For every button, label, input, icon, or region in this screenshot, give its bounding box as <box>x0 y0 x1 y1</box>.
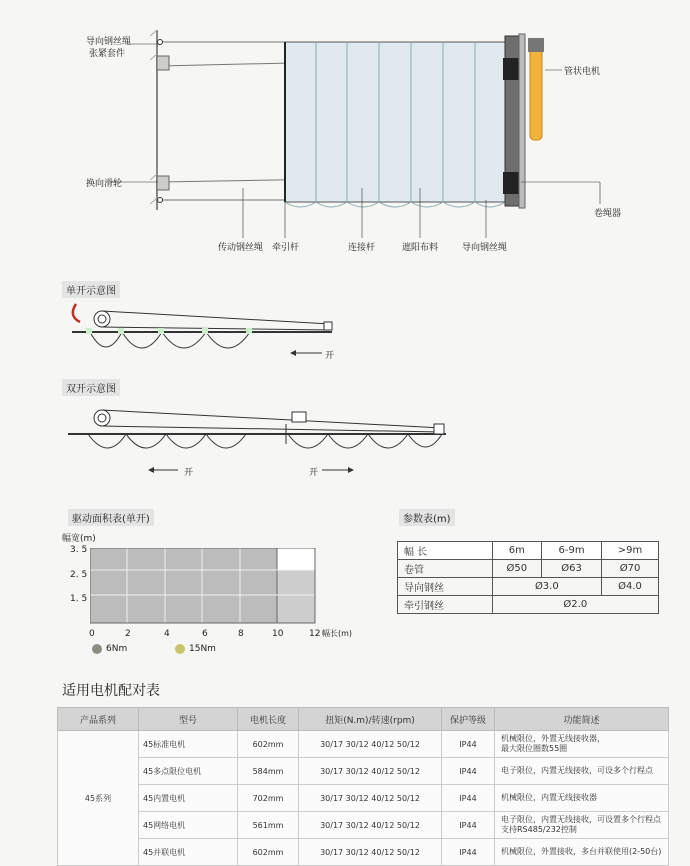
params-cell: 6m <box>492 542 541 560</box>
legend-swatch-6nm <box>92 644 102 654</box>
double-open-label-left: 开 <box>184 468 194 478</box>
x-tick-8: 8 <box>238 629 244 639</box>
label-tensioner-kit: 张紧套件 <box>89 49 126 59</box>
model-cell: 45内置电机 <box>139 785 238 812</box>
function-line: 电子限位，内置无线接收，可设置多个行程点 <box>501 815 661 824</box>
single-open-title: 单开示意图 <box>62 281 120 298</box>
length-cell: 602mm <box>238 731 299 758</box>
motor-table-title: 适用电机配对表 <box>62 683 160 699</box>
params-title: 参数表(m) <box>399 509 455 526</box>
function-cell: 机械限位，外置接收，多台并联使用(2-50台) <box>495 839 669 866</box>
legend-6nm: 6Nm <box>106 644 128 654</box>
label-pull-bar: 牵引杆 <box>272 243 300 253</box>
length-cell: 561mm <box>238 812 299 839</box>
length-cell: 584mm <box>238 758 299 785</box>
model-cell: 45并联电机 <box>139 839 238 866</box>
header-torque: 扭矩(N.m)/转速(rpm) <box>299 708 442 731</box>
torque-cell: 30/17 30/12 40/12 50/12 <box>299 758 442 785</box>
params-row <box>398 596 659 614</box>
drive-chart-y-label: 幅宽(m) <box>62 534 96 544</box>
label-shade-fabric: 遮阳布料 <box>402 243 439 253</box>
single-open-diagram <box>60 292 350 372</box>
params-cell: Ø70 <box>602 560 659 578</box>
drive-chart-x-label: 幅长(m) <box>322 629 353 638</box>
params-cell: 导向钢丝 <box>398 578 493 596</box>
function-cell: 机械限位，内置无线接收器 <box>495 785 669 812</box>
params-cell: Ø3.0 <box>492 578 601 596</box>
table-row <box>58 785 669 812</box>
params-cell: Ø50 <box>492 560 541 578</box>
x-tick-0: 0 <box>89 629 95 639</box>
header-model: 型号 <box>139 708 238 731</box>
torque-cell: 30/17 30/12 40/12 50/12 <box>299 839 442 866</box>
x-tick-4: 4 <box>164 629 170 639</box>
label-reversing-pulley: 换向滑轮 <box>86 179 123 189</box>
single-open-label: 开 <box>325 351 335 361</box>
y-tick-2-5: 2. 5 <box>70 570 88 580</box>
double-open-label-right: 开 <box>309 468 319 478</box>
y-tick-1-5: 1. 5 <box>70 594 88 604</box>
torque-cell: 30/17 30/12 40/12 50/12 <box>299 812 442 839</box>
model-cell: 45网络电机 <box>139 812 238 839</box>
y-tick-3-5: 3. 5 <box>70 545 88 555</box>
series-cell: 45系列 <box>58 731 139 866</box>
ip-cell: IP44 <box>442 731 495 758</box>
header-series: 产品系列 <box>58 708 139 731</box>
model-cell: 45多点限位电机 <box>139 758 238 785</box>
params-cell: Ø2.0 <box>492 596 658 614</box>
length-cell: 702mm <box>238 785 299 812</box>
function-cell: 电子限位，内置无线接收，可设多个行程点 <box>495 758 669 785</box>
table-row <box>58 812 669 839</box>
function-cell <box>495 812 669 839</box>
header-length: 电机长度 <box>238 708 299 731</box>
params-cell: 6-9m <box>542 542 602 560</box>
params-cell: >9m <box>602 542 659 560</box>
double-open-title: 双开示意图 <box>62 379 120 396</box>
table-row <box>58 758 669 785</box>
params-cell: 幅 长 <box>398 542 493 560</box>
params-row <box>398 578 659 596</box>
x-tick-2: 2 <box>125 629 131 639</box>
label-guide-tensioner: 导向钢丝绳 <box>86 37 132 47</box>
params-cell: Ø63 <box>542 560 602 578</box>
function-line: 机械限位，外置无线接收器， <box>501 734 605 743</box>
params-table <box>397 541 659 614</box>
legend-15nm: 15Nm <box>189 644 216 654</box>
label-drive-wire: 传动钢丝绳 <box>218 243 264 253</box>
model-cell: 45标准电机 <box>139 731 238 758</box>
ip-cell: IP44 <box>442 785 495 812</box>
legend-swatch-15nm <box>175 644 185 654</box>
table-row <box>58 839 669 866</box>
params-cell: 牵引钢丝 <box>398 596 493 614</box>
function-cell <box>495 731 669 758</box>
motor-table-header <box>58 708 669 731</box>
torque-cell: 30/17 30/12 40/12 50/12 <box>299 785 442 812</box>
double-open-diagram <box>60 392 460 482</box>
drive-chart-title: 驱动面积表(单开) <box>68 509 154 526</box>
params-row <box>398 542 659 560</box>
x-tick-12: 12 <box>309 629 321 639</box>
label-connect-bar: 连接杆 <box>348 243 376 253</box>
torque-cell: 30/17 30/12 40/12 50/12 <box>299 731 442 758</box>
header-function: 功能简述 <box>495 708 669 731</box>
ip-cell: IP44 <box>442 812 495 839</box>
motor-table <box>57 707 669 866</box>
params-row <box>398 560 659 578</box>
params-cell: Ø4.0 <box>602 578 659 596</box>
label-guide-wire: 导向钢丝绳 <box>462 243 508 253</box>
x-tick-6: 6 <box>202 629 208 639</box>
ip-cell: IP44 <box>442 758 495 785</box>
table-row <box>58 731 669 758</box>
function-line: 支持RS485/232控制 <box>501 825 577 834</box>
header-ip: 保护等级 <box>442 708 495 731</box>
ip-cell: IP44 <box>442 839 495 866</box>
drive-area-grid <box>90 548 320 628</box>
x-tick-10: 10 <box>272 629 284 639</box>
function-line: 最大限位圈数55圈 <box>501 744 568 753</box>
params-cell: 卷管 <box>398 560 493 578</box>
label-tube-motor: 管状电机 <box>564 67 601 77</box>
length-cell: 602mm <box>238 839 299 866</box>
label-rope-drum: 卷绳器 <box>594 209 622 219</box>
